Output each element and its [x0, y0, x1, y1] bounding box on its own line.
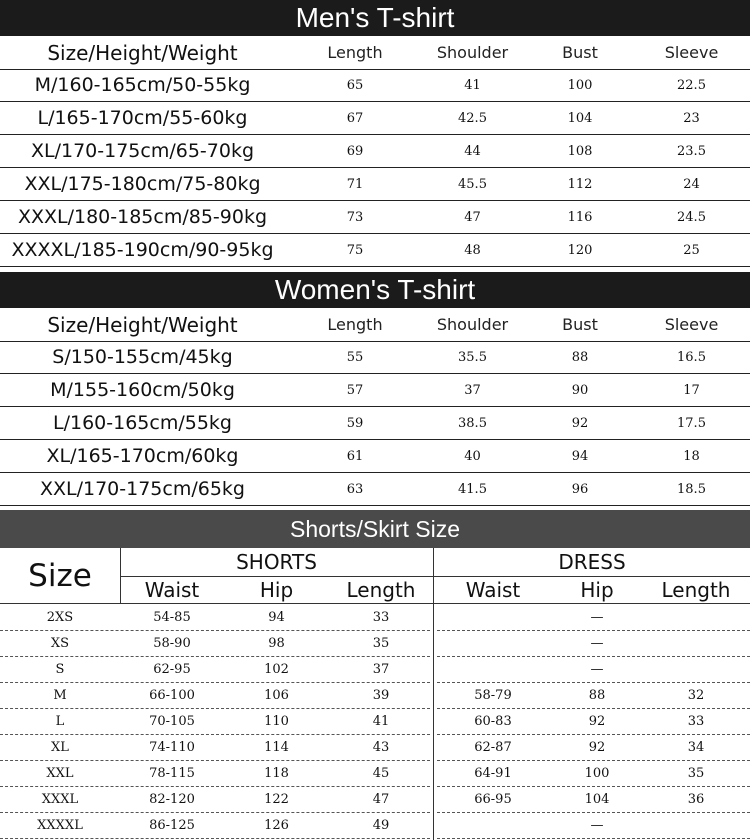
shorts-row	[0, 812, 750, 838]
value-cell: 24.5	[677, 209, 706, 225]
value-cell: 102	[264, 661, 289, 677]
shorts-row	[0, 630, 750, 656]
women-row	[0, 341, 750, 374]
value-cell	[434, 656, 552, 682]
value-cell: 45	[372, 765, 390, 781]
dress-group-label: DRESS	[558, 550, 626, 574]
value-cell: 69	[346, 143, 364, 159]
size-cell: L/160-165cm/55kg	[53, 412, 232, 434]
shorts-waist-header: Waist	[144, 577, 200, 602]
value-cell: 71	[346, 176, 364, 192]
value-cell: 34	[687, 739, 705, 755]
value-cell: 41	[372, 713, 390, 729]
value-cell: 104	[584, 791, 610, 807]
men-header-2: Shoulder	[436, 43, 509, 62]
women-row	[0, 407, 750, 440]
size-cell: M	[53, 687, 67, 703]
size-cell: XXXL/180-185cm/85-90kg	[17, 206, 268, 228]
shorts-row	[0, 656, 750, 682]
value-cell: 63	[346, 481, 364, 497]
value-cell: 67	[346, 110, 364, 126]
shorts-skirt-banner	[0, 510, 750, 548]
value-cell: 70-105	[149, 713, 195, 729]
row-separator-right	[437, 838, 750, 839]
value-cell: 55	[346, 349, 364, 365]
value-cell: 66-95	[474, 791, 512, 807]
shorts-row	[0, 604, 750, 630]
shorts-skirt-title: Shorts/Skirt Size	[290, 516, 460, 542]
value-cell: 100	[584, 765, 610, 781]
value-cell: 54-85	[153, 609, 191, 625]
value-cell: 75	[346, 242, 364, 258]
size-cell: S/150-155cm/45kg	[52, 346, 233, 368]
value-cell: 104	[567, 110, 593, 126]
women-header-4: Sleeve	[664, 315, 719, 334]
value-cell: 36	[687, 791, 705, 807]
size-cell: XXXXL	[37, 817, 83, 833]
value-cell: 33	[372, 609, 390, 625]
value-cell	[642, 656, 750, 682]
value-cell: 94	[571, 448, 589, 464]
size-cell: XL	[51, 739, 69, 755]
group-divider	[120, 576, 750, 577]
women-header-1: Length	[327, 315, 383, 334]
size-cell: XXXL	[41, 791, 79, 807]
shorts-length-header: Length	[346, 577, 416, 602]
value-cell: 110	[264, 713, 289, 729]
value-cell: 47	[464, 209, 481, 225]
value-cell: 17.5	[677, 415, 706, 431]
men-header-4: Sleeve	[664, 43, 719, 62]
value-cell: 61	[346, 448, 364, 464]
value-cell: —	[590, 661, 604, 677]
value-cell: 90	[571, 382, 589, 398]
value-cell: 48	[464, 242, 481, 258]
shorts-row	[0, 682, 750, 708]
value-cell: 64-91	[474, 765, 512, 781]
value-cell: 98	[268, 635, 285, 651]
value-cell: 73	[346, 209, 364, 225]
value-cell: 88	[571, 349, 589, 365]
value-cell: 74-110	[149, 739, 195, 755]
women-tshirt-title: Women's T-shirt	[274, 274, 476, 305]
value-cell: 40	[464, 448, 481, 464]
size-cell: XXL	[46, 765, 74, 781]
shorts-hip-header: Hip	[259, 577, 294, 602]
value-cell: 65	[346, 77, 364, 93]
value-cell: 92	[588, 739, 606, 755]
value-cell: 41.5	[458, 481, 487, 497]
value-cell: 66-100	[149, 687, 195, 703]
shorts-row	[0, 708, 750, 734]
men-header-0: Size/Height/Weight	[47, 40, 238, 65]
value-cell: 62-87	[474, 739, 512, 755]
value-cell	[642, 604, 750, 630]
value-cell: 78-115	[149, 765, 195, 781]
size-cell: XXL/170-175cm/65kg	[39, 478, 245, 500]
size-cell: XS	[50, 635, 70, 651]
men-row	[0, 168, 750, 201]
size-cell: XXL/175-180cm/75-80kg	[24, 173, 261, 195]
men-row	[0, 201, 750, 234]
men-row	[0, 69, 750, 102]
value-cell: 60-83	[474, 713, 512, 729]
value-cell: 59	[346, 415, 364, 431]
value-cell: 57	[346, 382, 364, 398]
value-cell	[434, 630, 552, 656]
shorts-row	[0, 786, 750, 812]
value-cell: 108	[567, 143, 593, 159]
value-cell: 126	[264, 817, 289, 833]
size-cell: M/160-165cm/50-55kg	[34, 74, 251, 96]
men-tshirt-title: Men's T-shirt	[295, 2, 455, 33]
value-cell: 122	[264, 791, 289, 807]
value-cell: 100	[567, 77, 593, 93]
value-cell: 23.5	[677, 143, 706, 159]
value-cell: 96	[571, 481, 589, 497]
value-cell: 106	[264, 687, 289, 703]
value-cell: 23	[683, 110, 700, 126]
men-row	[0, 135, 750, 168]
value-cell: 22.5	[677, 77, 706, 93]
dress-length-header: Length	[661, 577, 731, 602]
value-cell: 25	[683, 242, 700, 258]
men-row	[0, 102, 750, 135]
value-cell: 92	[571, 415, 589, 431]
value-cell: 86-125	[149, 817, 195, 833]
value-cell	[434, 604, 552, 630]
men-header-3: Bust	[562, 43, 598, 62]
value-cell: 16.5	[677, 349, 706, 365]
value-cell: 58-90	[153, 635, 191, 651]
size-column-divider	[120, 548, 121, 603]
value-cell: 92	[588, 713, 606, 729]
shorts-row	[0, 760, 750, 786]
value-cell: 82-120	[149, 791, 195, 807]
value-cell: 120	[567, 242, 593, 258]
dress-group-header	[434, 548, 750, 576]
value-cell: 37	[372, 661, 390, 677]
value-cell: 44	[464, 143, 481, 159]
women-row	[0, 440, 750, 473]
value-cell: 43	[372, 739, 390, 755]
dress-waist-header: Waist	[465, 577, 521, 602]
value-cell: 18.5	[677, 481, 706, 497]
shorts-header	[0, 548, 750, 603]
size-cell: M/155-160cm/50kg	[50, 379, 235, 401]
men-tshirt-banner	[0, 0, 750, 36]
size-header	[0, 548, 120, 603]
value-cell: 58-79	[474, 687, 512, 703]
value-cell: 116	[567, 209, 593, 225]
value-cell: —	[590, 635, 604, 651]
value-cell: 17	[683, 382, 700, 398]
men-header-row	[0, 36, 750, 70]
women-tshirt-banner	[0, 272, 750, 308]
value-cell: 39	[372, 687, 390, 703]
value-cell: 18	[683, 448, 700, 464]
shorts-group-header	[120, 548, 433, 576]
row-separator-left	[0, 838, 430, 839]
value-cell: 41	[464, 77, 481, 93]
shorts-row	[0, 734, 750, 760]
value-cell: 42.5	[458, 110, 487, 126]
value-cell: 24	[683, 176, 700, 192]
size-cell: L	[55, 713, 65, 729]
value-cell: —	[590, 609, 604, 625]
size-cell: S	[55, 661, 65, 677]
shorts-group-label: SHORTS	[236, 550, 317, 574]
value-cell	[642, 630, 750, 656]
women-row	[0, 374, 750, 407]
women-header-3: Bust	[562, 315, 598, 334]
value-cell: 38.5	[458, 415, 487, 431]
women-row	[0, 473, 750, 506]
value-cell: 88	[588, 687, 606, 703]
value-cell: 35.5	[458, 349, 487, 365]
dress-hip-header: Hip	[580, 577, 614, 602]
value-cell: 118	[264, 765, 289, 781]
value-cell: 37	[464, 382, 481, 398]
size-header-label: Size	[28, 557, 92, 594]
value-cell: 32	[687, 687, 705, 703]
men-row	[0, 234, 750, 267]
size-cell: XL/165-170cm/60kg	[46, 445, 239, 467]
value-cell: 45.5	[458, 176, 487, 192]
women-header-row	[0, 308, 750, 342]
value-cell: 33	[687, 713, 705, 729]
size-cell: 2XS	[46, 609, 74, 625]
women-header-2: Shoulder	[436, 315, 509, 334]
value-cell: 35	[372, 635, 390, 651]
men-header-1: Length	[327, 43, 383, 62]
value-cell	[642, 812, 750, 838]
value-cell: 114	[264, 739, 289, 755]
value-cell: 49	[372, 817, 390, 833]
value-cell: 62-95	[153, 661, 191, 677]
women-header-0: Size/Height/Weight	[47, 312, 238, 337]
value-cell: 94	[268, 609, 285, 625]
size-cell: XL/170-175cm/65-70kg	[30, 140, 255, 162]
value-cell: —	[590, 817, 604, 833]
value-cell: 35	[687, 765, 705, 781]
value-cell: 47	[372, 791, 390, 807]
value-cell: 112	[567, 176, 593, 192]
value-cell	[434, 812, 552, 838]
size-cell: L/165-170cm/55-60kg	[37, 107, 248, 129]
size-cell: XXXXL/185-190cm/90-95kg	[11, 239, 274, 261]
